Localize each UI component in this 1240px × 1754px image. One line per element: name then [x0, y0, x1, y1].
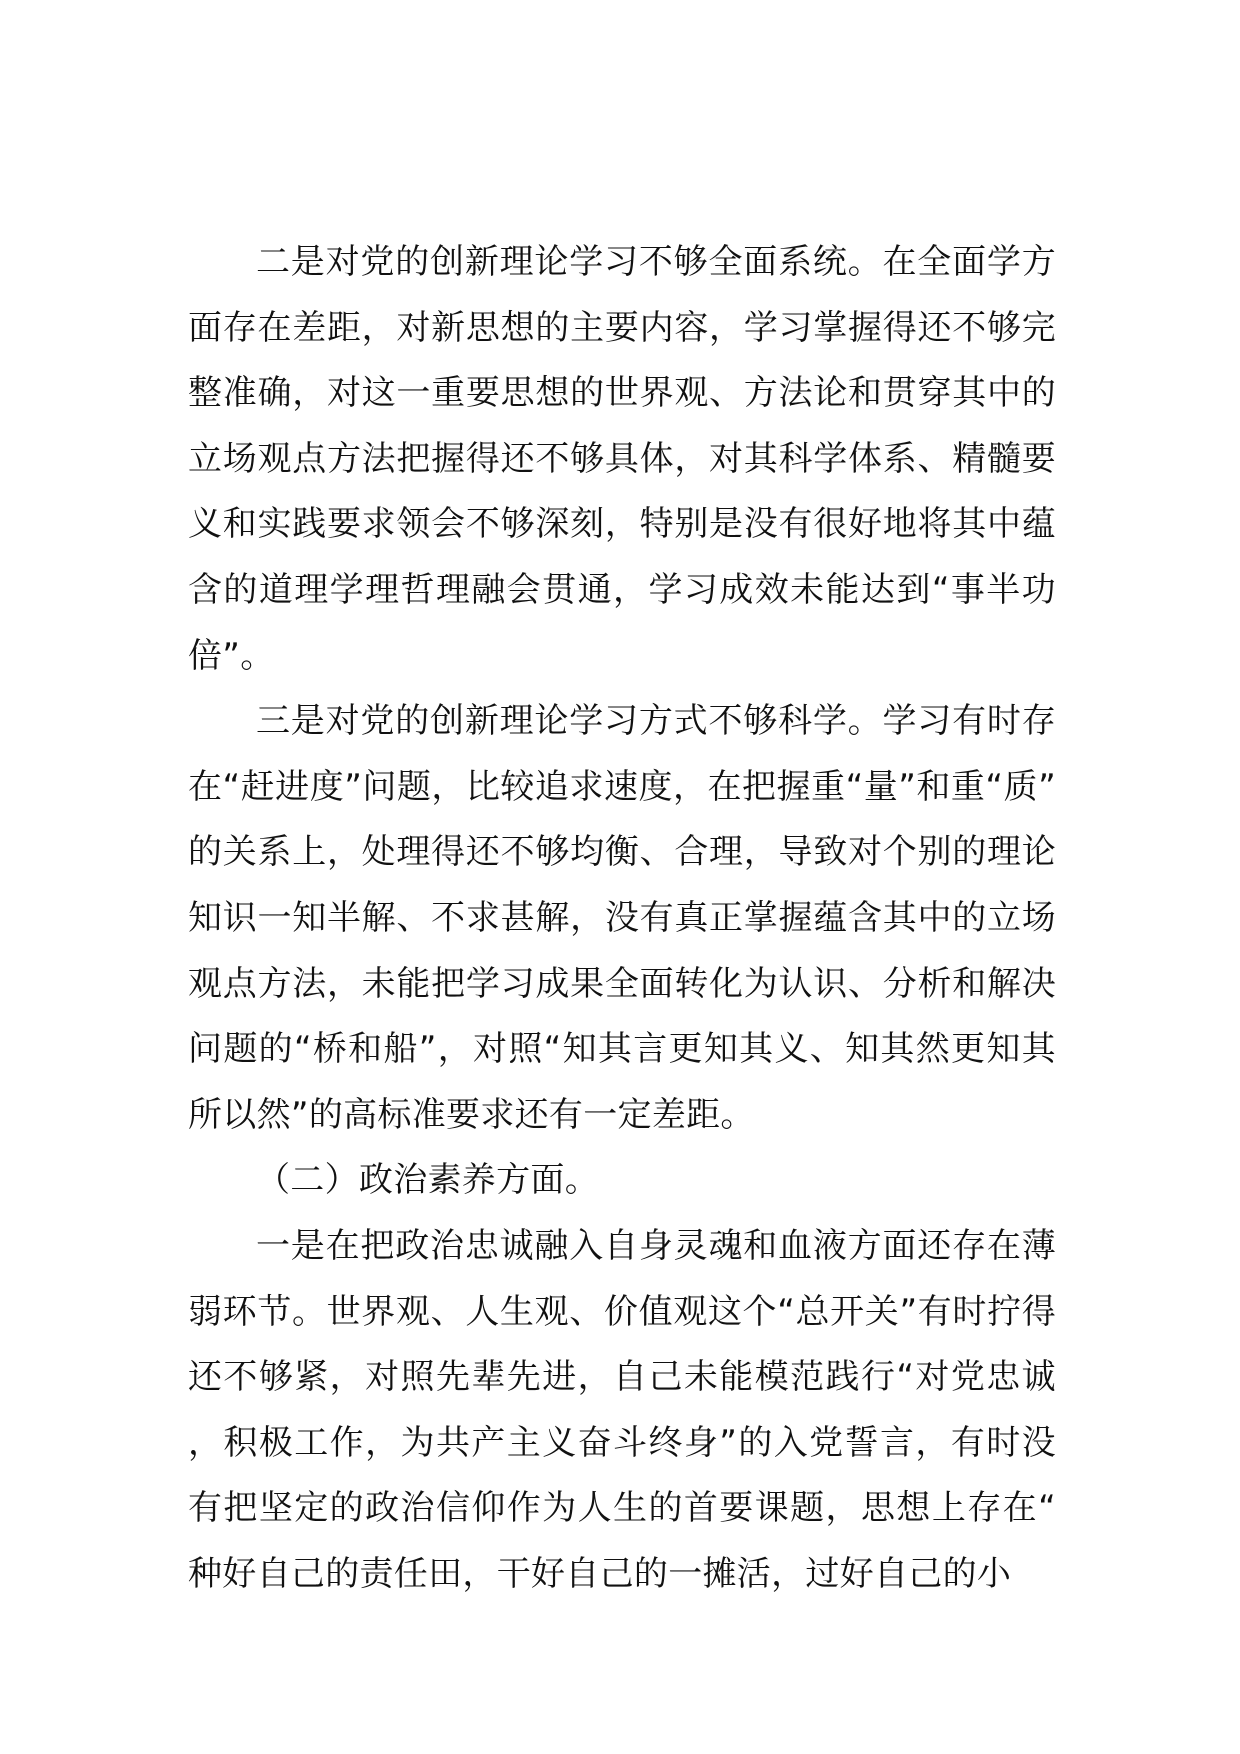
section-heading-political-literacy: （二）政治素养方面。 — [256, 1160, 599, 1201]
document-body — [188, 230, 1056, 1607]
paragraph-study-comprehensiveness: 二是对党的创新理论学习不够全面系统。在全面学方面存在差距，对新思想的主要内容，学习掌握得还不够完整准确，对这一重要思想的世界观、方法论和贯穿其中的立场观点方法把握得还不够具体，对其科学体系、精髓要义和实践要求领会不够深刻，特别是没有很好地将其中蕴含的道理学理哲理融会贯通，学习成效未能达到“事半功倍”。 — [188, 242, 1056, 676]
paragraph-political-loyalty: 一是在把政治忠诚融入自身灵魂和血液方面还存在薄弱环节。世界观、人生观、价值观这个“总开关”有时拧得还不够紧，对照先辈先进，自己未能模范践行“对党忠诚，积极工作，为共产主义奋斗终身”的入党誓言，有时没有把坚定的政治信仰作为人生的首要课题，思想上存在“种好自己的责任田，干好自己的一摊活，过好自己的小 — [188, 1225, 1056, 1594]
paragraph-study-method: 三是对党的创新理论学习方式不够科学。学习有时存在“赶进度”问题，比较追求速度，在把握重“量”和重“质”的关系上，处理得还不够均衡、合理，导致对个别的理论知识一知半解、不求甚解，没有真正掌握蕴含其中的立场观点方法，未能把学习成果全面转化为认识、分析和解决问题的“桥和船”，对照“知其言更知其义、知其然更知其所以然”的高标准要求还有一定差距。 — [188, 701, 1056, 1135]
